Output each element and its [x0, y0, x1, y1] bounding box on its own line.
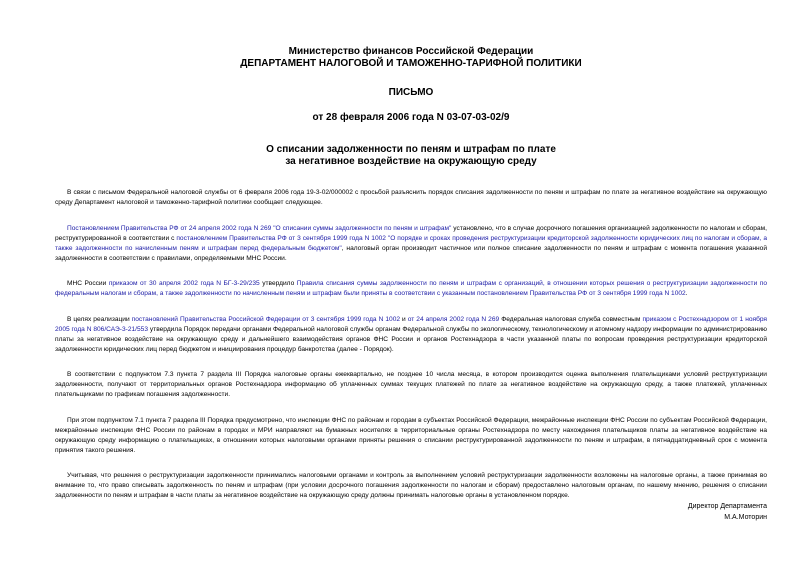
paragraph-2-text-1: установлено, что в случае досрочного погашения организацией задолженности по налогам и сборам, реструктурированной в соответствии с — [55, 224, 767, 242]
paragraph-2-text-2: , налоговый орган производит частичное или полное списание задолженности по пеням и штрафам с момента погашения указанной задолженности в соответствии с правилами, определяемыми МНС России. — [55, 244, 767, 262]
paragraph-6: При этом подпунктом 7.1 пункта 7 раздела III Порядка предусмотрено, что инспекции ФНС по районам и городам в субъектах Российской Федерации, межрайонные инспекции ФНС России по субъектам Российской Федерации, межрайонные инспекции ФНС России по районам в городах и МРИ направляют на бумажных носителях в территориальные органы Ростехнадзора по месту нахождения плательщиков платы за негативное воздействие на окружающую среду информацию о плательщиках, в отношении которых налоговыми органами приняты решения о списании реструктурированной задолженности по пеням и штрафам, в пятнадцатидневный срок с момента принятия такого решения. — [55, 416, 767, 454]
subject-line-2: за негативное воздействие на окружающую среду — [285, 156, 537, 167]
subject-line-1: О списании задолженности по пеням и штрафам по плате — [266, 144, 556, 155]
link-resolution-269-date[interactable]: от 24 апреля 2002 года N 269 — [407, 315, 500, 323]
document-date: от 28 февраля 2006 года N 03-07-03-02/9 — [312, 112, 510, 123]
paragraph-2 — [55, 224, 767, 264]
paragraph-3-text-2: утвердило — [259, 280, 297, 287]
paragraph-3 — [55, 279, 767, 299]
link-order-bg-3-29-235[interactable]: приказом от 30 апреля 2002 года N БГ-3-29/235 — [108, 280, 260, 287]
document-type: ПИСЬМО — [388, 87, 434, 98]
paragraph-4-text-3: Федеральная налоговая служба совместным — [499, 315, 643, 323]
paragraph-1: В связи с письмом Федеральной налоговой службы от 6 февраля 2006 года 19-3-02/000002 с просьбой разъяснить порядок списания задолженности по пеням и штрафам по плате за негативное воздействие на окружающую среду Департамент налоговой и таможенно-тарифной политики сообщает следующее. — [55, 189, 767, 206]
link-order-806[interactable]: приказом с Ростехнадзором от 1 ноября 2005 года N 806/САЭ-3-21/553 — [55, 315, 768, 333]
paragraph-4-text-2: и — [400, 315, 408, 323]
paragraph-5: В соответствии с подпунктом 7.3 пункта 7 раздела III Порядка налоговые органы ежеквартально, не позднее 10 числа месяца, в котором производится оценка выполнения плательщиками условий реструктуризации задолженности, получают от территориальных органов Ростехнадзора информацию об уплаченных суммах текущих платежей по плате за негативное воздействие на окружающую среду, а также платежей, уплаченных плательщиками по графикам погашения задолженности. — [55, 371, 767, 398]
paragraph-3-text-3: . — [685, 290, 688, 297]
signature-title: Директор Департамента — [687, 503, 767, 510]
paragraph-4-text-4: утвердила Порядок передачи органами Федеральной налоговой службы органам Федеральной службы по экологическому, технологическому и атомному надзору информации по администрированию платы за негативное воздействие на окружающую среду и дальнейшего взаимодействия органов ФНС России и органов Ростехнадзора в части указанной платы по вопросам проведения реструктуризации кредиторской задолженности юридических лиц перед бюджетом и инициирования процедур банкротства (далее - Порядок). — [55, 325, 767, 353]
signature-block — [688, 501, 767, 523]
document-subject — [55, 144, 767, 168]
paragraph-7: Учитывая, что решения о реструктуризации задолженности принимались налоговыми органами и контроль за выполнением условий реструктуризации задолженности возложены на налоговые органы, а также принимая во внимание то, что право списывать задолженность по пеням и штрафам (при условии досрочного погашения задолженности по налогам и сборам) предоставлено налоговым органам, по нашему мнению, решения о списании задолженности по пеням и штрафам в части платы за негативное воздействие на окружающую среду должны принимать налоговые органы в установленном порядке. — [55, 472, 767, 499]
signature-name: М.А.Моторин — [724, 514, 767, 521]
link-resolution-1002[interactable]: постановлением Правительства РФ от 3 сентября 1999 года N 1002 "О порядке и сроках проведения реструктуризации кредиторской задолженности юридических лиц по налогам и сборам, а также задолженности по начисленным пеням и штрафам перед федеральным бюджетом" — [55, 234, 768, 252]
paragraph-4 — [55, 315, 767, 355]
link-write-off-rules[interactable]: Правила списания суммы задолженности по пеням и штрафам с организаций, в отношении которых решения о реструктуризации задолженности по федеральным налогам и сборам, а также задолженности по начисленным пеням и штрафам были приняты в соответствии с указанным постановлением Правительства РФ от 3 сентября 1999 года N 1002 — [55, 280, 768, 297]
ministry-name: Министерство финансов Российской Федерации — [288, 46, 534, 57]
letter-body — [55, 188, 767, 501]
link-resolution-269[interactable]: Постановлением Правительства РФ от 24 апреля 2002 года N 269 "О списании суммы задолженности по пеням и штрафам" — [67, 224, 452, 232]
paragraph-4-text-1: В целях реализации — [67, 315, 132, 323]
link-resolutions-1002[interactable]: постановлений Правительства Российской Федерации от 3 сентября 1999 года N 1002 — [131, 315, 401, 323]
department-name: ДЕПАРТАМЕНТ НАЛОГОВОЙ И ТАМОЖЕННО-ТАРИФНОЙ ПОЛИТИКИ — [240, 58, 582, 69]
paragraph-3-text-1: МНС России — [67, 280, 109, 287]
